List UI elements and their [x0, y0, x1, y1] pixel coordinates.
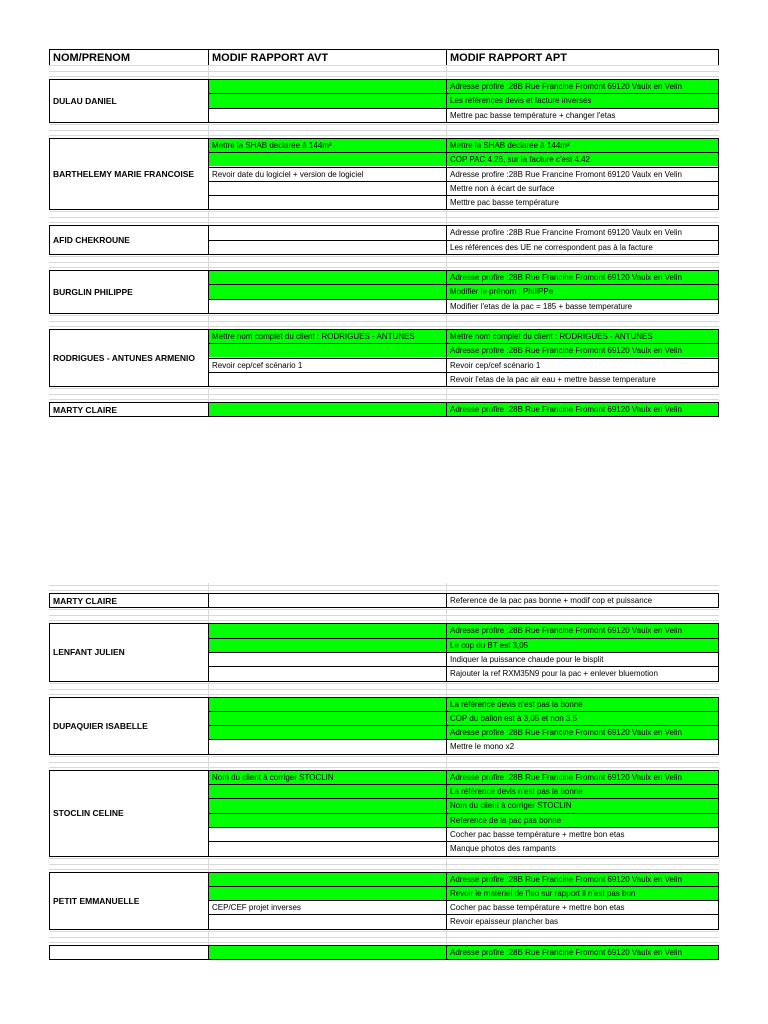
avt-cell[interactable]: [209, 639, 446, 652]
grid-line: [718, 402, 719, 417]
grid-line: [718, 872, 719, 930]
gridline-faint: [49, 399, 719, 400]
avt-cell[interactable]: [209, 624, 446, 637]
grid-line: [49, 386, 719, 387]
apt-cell[interactable]: Adresse profire :28B Rue Francine Fromont 69120 Vaulx en Velin: [447, 726, 718, 739]
grid-line: [49, 122, 719, 123]
grid-line: [208, 358, 719, 359]
avt-cell[interactable]: [209, 712, 446, 725]
grid-line: [446, 79, 447, 123]
gridline-faint: [49, 315, 719, 316]
grid-line: [446, 872, 447, 930]
client-name-cell[interactable]: BURGLIN PHILIPPE: [53, 286, 133, 297]
avt-cell[interactable]: [209, 271, 446, 284]
grid-line: [718, 593, 719, 608]
grid-line: [208, 756, 209, 771]
grid-line: [208, 931, 209, 946]
gridline-faint: [49, 217, 719, 218]
grid-line: [446, 593, 447, 608]
avt-cell[interactable]: [209, 726, 446, 739]
avt-cell[interactable]: [209, 842, 446, 855]
sheet-page-1: [0, 0, 768, 487]
grid-line: [446, 256, 447, 271]
avt-cell[interactable]: [209, 300, 446, 313]
apt-cell[interactable]: Indiquer la puissance chaude pour le bisplit: [450, 654, 604, 664]
grid-line: [208, 638, 719, 639]
avt-cell[interactable]: [209, 740, 446, 753]
client-name-cell[interactable]: MARTY CLAIRE: [53, 595, 118, 606]
grid-line: [446, 858, 447, 873]
gridline-faint: [49, 609, 719, 610]
grid-line: [208, 739, 719, 740]
avt-cell[interactable]: [209, 667, 446, 680]
apt-cell[interactable]: Mettre pac basse température + changer l'etas: [450, 110, 616, 120]
avt-cell[interactable]: Mettre la SHAB declarée à 144m²: [209, 139, 446, 152]
grid-line: [446, 623, 447, 682]
grid-line: [208, 181, 719, 182]
apt-cell[interactable]: Metttre pac basse température: [450, 198, 559, 208]
client-name-cell[interactable]: BARTHELEMY MARIE FRANCOISE: [53, 169, 195, 180]
grid-line: [446, 756, 447, 771]
grid-line: [208, 872, 209, 930]
gridline-faint: [49, 590, 719, 591]
header-modif-avt[interactable]: MODIF RAPPORT AVT: [212, 52, 329, 64]
gridline-faint: [49, 211, 719, 212]
apt-cell[interactable]: Adresse profire :28B Rue Francine Fromont 69120 Vaulx en Velin: [447, 80, 718, 93]
grid-line: [208, 711, 719, 712]
apt-cell[interactable]: Modifier l'etas de la pac = 185 + basse temperature: [450, 301, 633, 311]
gridline-faint: [49, 931, 719, 932]
grid-line: [208, 388, 209, 403]
grid-line: [208, 798, 719, 799]
apt-cell[interactable]: Adresse profire :28B Rue Francine Fromont 69120 Vaulx en Velin: [447, 624, 718, 637]
grid-line: [446, 697, 447, 755]
client-name-cell[interactable]: AFID CHEKROUNE: [53, 235, 130, 246]
grid-line: [718, 623, 719, 682]
client-name-cell[interactable]: LENFANT JULIEN: [53, 647, 125, 658]
gridline-faint: [49, 256, 719, 257]
grid-line: [208, 108, 719, 109]
apt-cell[interactable]: Nom du client à corriger STOCLIN: [447, 799, 718, 812]
gridline-faint: [49, 620, 719, 621]
gridline-faint: [49, 321, 719, 322]
grid-line: [208, 784, 719, 785]
grid-line: [208, 65, 209, 80]
grid-line: [208, 329, 209, 387]
grid-line: [446, 770, 447, 857]
apt-cell[interactable]: Adresse profire :28B Rue Francine Fromont 69120 Vaulx en Velin: [450, 228, 682, 238]
apt-cell[interactable]: La référence devis n'est pas la bonne: [447, 785, 718, 798]
apt-cell[interactable]: Mettre non à écart de surface: [450, 183, 555, 193]
grid-line: [49, 254, 719, 255]
gridline-faint: [49, 869, 719, 870]
grid-line: [446, 225, 447, 255]
gridline-faint: [49, 615, 719, 616]
client-name-cell[interactable]: DUPAQUIER ISABELLE: [53, 720, 148, 731]
avt-cell[interactable]: [209, 785, 446, 798]
apt-cell[interactable]: Adresse profire :28B Rue Francine Fromont 69120 Vaulx en Velin: [447, 403, 718, 416]
apt-cell[interactable]: Manque photos des rampants: [450, 844, 556, 854]
grid-line: [446, 931, 447, 946]
avt-cell[interactable]: [209, 814, 446, 827]
avt-cell[interactable]: [209, 94, 446, 107]
gridline-faint: [49, 388, 719, 389]
client-name-cell[interactable]: [50, 946, 208, 959]
grid-line: [208, 343, 719, 344]
avt-cell[interactable]: [209, 196, 446, 209]
gridline-faint: [49, 864, 719, 865]
grid-line: [208, 914, 719, 915]
grid-line: [208, 623, 209, 682]
avt-cell[interactable]: [209, 698, 446, 711]
grid-line: [208, 79, 209, 123]
gridline-faint: [49, 585, 719, 586]
grid-line: [208, 945, 209, 960]
avt-cell[interactable]: [209, 915, 446, 928]
grid-line: [208, 725, 719, 726]
sheet-page-2: [0, 583, 768, 1024]
avt-cell[interactable]: [209, 828, 446, 841]
avt-cell[interactable]: [209, 653, 446, 666]
grid-line: [208, 813, 719, 814]
grid-line: [208, 270, 209, 314]
gridline-faint: [49, 267, 719, 268]
grid-line: [208, 886, 719, 887]
apt-cell[interactable]: Adresse profire :28B Rue Francine Fromont 69120 Vaulx en Velin: [447, 344, 718, 357]
apt-cell[interactable]: COP PAC 4.26, sur la facture c'est 4.42: [447, 153, 718, 166]
client-name-cell[interactable]: DULAU DANIEL: [53, 95, 117, 106]
grid-line: [208, 315, 209, 330]
avt-cell[interactable]: [209, 799, 446, 812]
gridline-faint: [49, 124, 719, 125]
avt-cell[interactable]: [209, 241, 446, 254]
gridline-faint: [49, 326, 719, 327]
gridline-faint: [49, 394, 719, 395]
grid-line: [718, 49, 719, 66]
avt-cell[interactable]: Nom du client à corriger STOCLIN: [209, 771, 446, 784]
grid-line: [718, 138, 719, 210]
grid-line: [49, 959, 719, 960]
gridline-faint: [49, 937, 719, 938]
apt-cell[interactable]: Reference de la pac pas bonne + modif cop et puissance: [450, 596, 653, 605]
apt-cell[interactable]: Revoir le materiel de l'iso sur rapport il n'est pas bon: [447, 887, 718, 900]
grid-line: [208, 284, 719, 285]
grid-line: [718, 945, 719, 960]
apt-cell[interactable]: Rajouter la ref RXM35N9 pour la pac + enlever bluemotion: [450, 669, 658, 679]
avt-cell[interactable]: Revoir cep/cef scénario 1: [212, 360, 303, 370]
header-modif-apt[interactable]: MODIF RAPPORT APT: [450, 52, 567, 64]
avt-cell[interactable]: [209, 873, 446, 886]
apt-cell[interactable]: Cocher pac basse température + mettre bon etas: [450, 829, 625, 839]
apt-cell[interactable]: Les références devis et facture inversés: [447, 94, 718, 107]
grid-line: [208, 402, 209, 417]
apt-cell[interactable]: Le cop du BT est 3,05: [447, 639, 718, 652]
grid-line: [208, 683, 209, 698]
grid-line: [718, 270, 719, 314]
apt-cell[interactable]: Revoir epaisseur plancher bas: [450, 917, 559, 927]
gridline-faint: [49, 130, 719, 131]
apt-cell[interactable]: Adresse profire :28B Rue Francine Fromont 69120 Vaulx en Velin: [450, 169, 682, 179]
header-nom-prenom[interactable]: NOM/PRENOM: [53, 52, 130, 64]
avt-cell[interactable]: [209, 285, 446, 298]
grid-line: [49, 313, 719, 314]
apt-cell[interactable]: Mettre le mono x2: [450, 742, 515, 752]
avt-cell[interactable]: [209, 153, 446, 166]
grid-line: [208, 240, 719, 241]
grid-line: [208, 841, 719, 842]
grid-line: [446, 270, 447, 314]
grid-line: [208, 138, 209, 210]
grid-line: [208, 900, 719, 901]
grid-line: [446, 402, 447, 417]
grid-line: [208, 167, 719, 168]
apt-cell[interactable]: Mettre nom complet du client : RODRIGUES - ANTUNES: [447, 330, 718, 343]
client-name-cell[interactable]: MARTY CLAIRE: [53, 404, 118, 415]
client-name-cell[interactable]: PETIT EMMANUELLE: [53, 895, 140, 906]
apt-cell[interactable]: Adresse profire :28B Rue Francine Fromont 69120 Vaulx en Velin: [447, 946, 718, 959]
gridline-faint: [49, 135, 719, 136]
grid-line: [446, 138, 447, 210]
avt-cell[interactable]: [209, 226, 446, 239]
grid-line: [208, 593, 209, 608]
grid-line: [446, 315, 447, 330]
apt-cell[interactable]: Adresse profire :28B Rue Francine Fromont 69120 Vaulx en Velin: [447, 271, 718, 284]
apt-cell[interactable]: COP du ballon est à 3,05 et non 3,5: [447, 712, 718, 725]
apt-cell[interactable]: Revoir cep/cef scénario 1: [450, 360, 541, 370]
apt-cell[interactable]: Adresse profire :28B Rue Francine Fromont 69120 Vaulx en Velin: [447, 873, 718, 886]
gridline-faint: [49, 942, 719, 943]
grid-line: [208, 652, 719, 653]
grid-line: [208, 372, 719, 373]
grid-line: [208, 666, 719, 667]
grid-line: [208, 152, 719, 153]
grid-line: [208, 827, 719, 828]
grid-line: [208, 299, 719, 300]
gridline-faint: [49, 76, 719, 77]
grid-line: [718, 225, 719, 255]
avt-cell[interactable]: [209, 80, 446, 93]
grid-line: [208, 124, 209, 139]
apt-cell[interactable]: Revoir l'etas de la pac air eau + mettre basse temperature: [450, 374, 656, 384]
grid-line: [208, 256, 209, 271]
client-name-cell[interactable]: RODRIGUES - ANTUNES ARMENIO: [53, 352, 195, 363]
gridline-faint: [49, 222, 719, 223]
avt-cell[interactable]: [209, 182, 446, 195]
apt-cell[interactable]: La référence devis n'est pas la bonne: [447, 698, 718, 711]
gridline-faint: [49, 689, 719, 690]
gridline-faint: [49, 71, 719, 72]
apt-cell[interactable]: Les références des UE ne correspondent pas à la facture: [450, 242, 653, 252]
avt-cell[interactable]: [209, 887, 446, 900]
gridline-faint: [49, 694, 719, 695]
apt-cell[interactable]: Modifier le prénom : PhiliPPe: [447, 285, 718, 298]
avt-cell[interactable]: [209, 373, 446, 386]
grid-line: [446, 65, 447, 80]
gridline-faint: [49, 683, 719, 684]
grid-line: [446, 124, 447, 139]
grid-line: [446, 388, 447, 403]
grid-line: [718, 329, 719, 387]
gridline-faint: [49, 767, 719, 768]
grid-line: [208, 858, 209, 873]
grid-line: [208, 195, 719, 196]
avt-cell[interactable]: [209, 109, 446, 122]
client-name-cell[interactable]: STOCLIN CELINE: [53, 808, 124, 819]
gridline-faint: [49, 858, 719, 859]
grid-line: [718, 79, 719, 123]
grid-line: [446, 945, 447, 960]
gridline-faint: [49, 762, 719, 763]
grid-line: [208, 770, 209, 857]
gridline-faint: [49, 65, 719, 66]
grid-line: [718, 697, 719, 755]
avt-cell[interactable]: CEP/CEF projet inverses: [212, 903, 301, 913]
grid-line: [208, 93, 719, 94]
grid-line: [208, 697, 209, 755]
gridline-faint: [49, 756, 719, 757]
avt-cell[interactable]: [209, 594, 446, 607]
avt-cell[interactable]: [209, 403, 446, 416]
grid-line: [208, 225, 209, 255]
apt-cell[interactable]: Cocher pac basse température + mettre bon etas: [450, 903, 625, 913]
apt-cell[interactable]: Adresse profire :28B Rue Francine Fromont 69120 Vaulx en Velin: [447, 771, 718, 784]
grid-line: [446, 683, 447, 698]
grid-line: [718, 770, 719, 857]
apt-cell[interactable]: Mettre la SHAB declarée à 144m²: [447, 139, 718, 152]
gridline-faint: [49, 262, 719, 263]
avt-cell[interactable]: [209, 344, 446, 357]
grid-line: [446, 329, 447, 387]
apt-cell[interactable]: Reference de la pac pas bonne: [447, 814, 718, 827]
avt-cell[interactable]: [209, 946, 446, 959]
avt-cell[interactable]: Mettre nom complet du client : RODRIGUES - ANTUNES: [209, 330, 446, 343]
avt-cell[interactable]: Revoir date du logiciel + version de logiciel: [212, 169, 364, 179]
